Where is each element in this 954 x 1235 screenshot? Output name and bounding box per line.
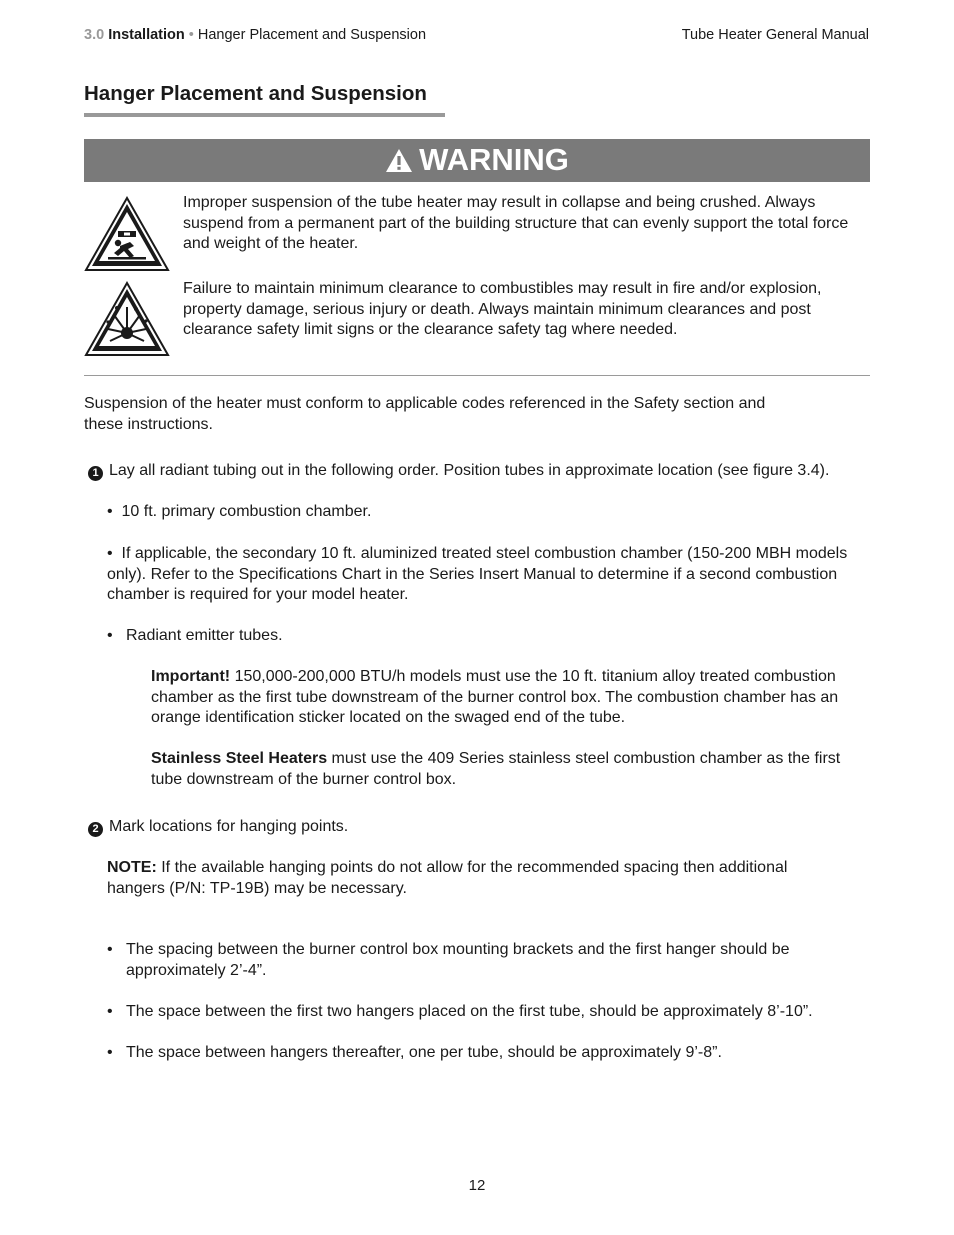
page-number: 12 — [468, 1177, 486, 1194]
note-text: If the available hanging points do not allow for the recommended spacing then additional hangers (P/N: TP-19B) may be necessary. — [107, 859, 788, 897]
bullet-glyph: • — [107, 545, 113, 562]
header-subsection: Hanger Placement and Suspension — [197, 27, 427, 43]
step-1-text: Lay all radiant tubing out in the following order. Position tubes in approximate location (see figure 3.4). — [109, 462, 830, 479]
section-number: 3.0 — [84, 27, 105, 43]
section-name: Installation — [108, 27, 185, 43]
warning-banner — [84, 139, 870, 182]
bullet-glyph: • — [107, 1003, 113, 1020]
bullet-glyph: • — [107, 627, 113, 644]
header-separator: • — [188, 27, 194, 43]
step-1-bullet-primary-chamber: 10 ft. primary combustion chamber. — [121, 503, 372, 520]
bullet-glyph: • — [107, 941, 113, 958]
step-2-text: Mark locations for hanging points. — [109, 818, 349, 835]
step-1-number-badge: 1 — [88, 466, 103, 481]
page-title: Hanger Placement and Suspension — [84, 82, 427, 105]
section-divider — [84, 375, 870, 376]
step-2-number-badge: 2 — [88, 822, 103, 837]
bullet-glyph: • — [107, 503, 113, 520]
bullet-glyph: • — [107, 1044, 113, 1061]
explosion-hazard-icon — [84, 281, 170, 357]
stainless-note — [151, 749, 851, 790]
warning-message-suspension: Improper suspension of the tube heater may result in collapse and being crushed. Always suspend from a permanent part of the building structure that can evenly support the total force and weight of the heater. — [183, 194, 849, 252]
step-2-bullet-first-tube-spacing: The space between the first two hangers placed on the first tube, should be approximately 8’-10”. — [126, 1003, 813, 1020]
list-item — [107, 502, 857, 523]
stainless-text: must use the 409 Series stainless steel combustion chamber as the first tube downstream of the burner control box. — [151, 750, 841, 788]
warning-label: WARNING — [419, 142, 569, 178]
crush-hazard-icon — [84, 196, 170, 272]
important-label: Important! — [151, 668, 231, 685]
manual-title: Tube Heater General Manual — [681, 27, 869, 43]
step-1-bullet-secondary-chamber: If applicable, the secondary 10 ft. aluminized treated steel combustion chamber (150-200 MBH models only). Refer to the Specifications Chart in the Series Insert Manual to determine if a second combustion chamber is required for your model heater. — [107, 545, 848, 603]
stainless-label: Stainless Steel Heaters — [151, 750, 328, 767]
list-item — [107, 544, 857, 606]
important-text: 150,000-200,000 BTU/h models must use the 10 ft. titanium alloy treated combustion chamber as the first tube downstream of the burner control box. The combustion chamber has an orange identification sticker located on the swaged end of the tube. — [151, 668, 839, 726]
step-2 — [88, 817, 848, 838]
important-note — [151, 667, 871, 729]
intro-paragraph: Suspension of the heater must conform to applicable codes referenced in the Safety section and these instructions. — [84, 395, 766, 433]
step-2-bullet-thereafter-spacing: The space between hangers thereafter, one per tube, should be approximately 9’-8”. — [126, 1044, 722, 1061]
warning-triangle-icon — [385, 148, 413, 173]
title-underline — [84, 113, 445, 117]
step-1 — [88, 461, 878, 482]
note-label: NOTE: — [107, 859, 157, 876]
step-1-bullet-emitter-tubes: Radiant emitter tubes. — [126, 627, 283, 644]
step-2-bullet-bracket-spacing: The spacing between the burner control box mounting brackets and the first hanger should be approximately 2’-4”. — [126, 941, 790, 979]
warning-message-clearance: Failure to maintain minimum clearance to combustibles may result in fire and/or explosion, property damage, serious injury or death. Always maintain minimum clearances and post clearance safety limit signs or the clearance safety tag where needed. — [183, 280, 822, 338]
note-paragraph — [107, 858, 837, 899]
running-header-section — [84, 25, 426, 46]
